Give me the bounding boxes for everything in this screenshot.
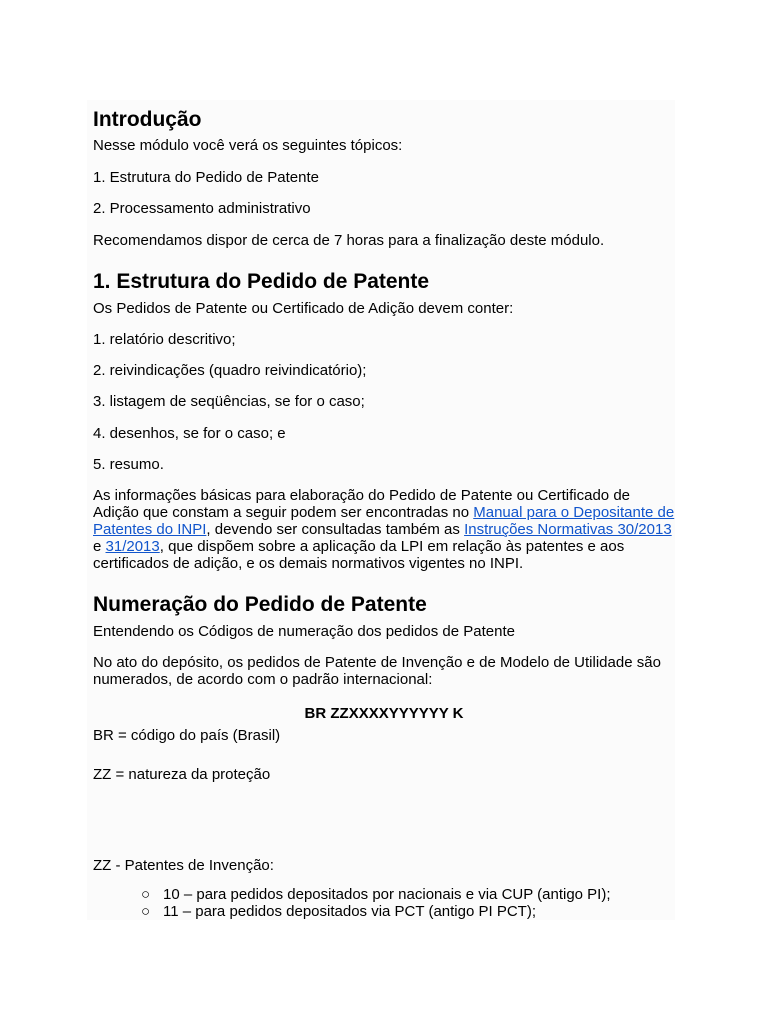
in-30-2013-link[interactable]: Instruções Normativas 30/2013 <box>464 521 672 538</box>
section1-heading: 1. Estrutura do Pedido de Patente <box>93 270 430 293</box>
section1-item-3: 3. listagem de seqüências, se for o caso; <box>93 393 365 410</box>
section1-item-1: 1. relatório descritivo; <box>93 331 236 348</box>
para-text-3: e <box>93 538 106 555</box>
section1-item-4: 4. desenhos, se for o caso; e <box>93 425 286 442</box>
numbering-lead: Entendendo os Códigos de numeração dos pedidos de Patente <box>93 623 515 640</box>
list-item-text: 11 – para pedidos depositados via PCT (antigo PI PCT); <box>163 903 536 920</box>
circle-bullet-icon: ○ <box>141 886 151 903</box>
zz-definition: ZZ = natureza da proteção <box>93 766 271 783</box>
para-text-1: As informações básicas para elaboração do Pedido de Patente ou Certificado de Adição que constam a seguir podem ser encontradas no <box>93 487 631 521</box>
br-definition: BR = código do país (Brasil) <box>93 727 281 744</box>
para-text-4: , que dispõem sobre a aplicação da LPI em relação às patentes e aos certificados de adição, e os demais normativos vigentes no INPI. <box>93 538 625 572</box>
zz-inventions-label: ZZ - Patentes de Invenção: <box>93 857 274 874</box>
list-item <box>93 886 611 903</box>
list-item-text: 10 – para pedidos depositados por nacionais e via CUP (antigo PI); <box>163 886 611 903</box>
zz-codes-list <box>93 886 611 920</box>
section1-lead: Os Pedidos de Patente ou Certificado de Adição devem conter: <box>93 300 514 317</box>
section1-paragraph <box>93 487 675 572</box>
intro-topic-1: 1. Estrutura do Pedido de Patente <box>93 169 319 186</box>
intro-heading: Introdução <box>93 108 202 131</box>
list-item <box>93 903 611 920</box>
numbering-heading: Numeração do Pedido de Patente <box>93 593 427 616</box>
section1-item-2: 2. reivindicações (quadro reivindicatório); <box>93 362 367 379</box>
circle-bullet-icon: ○ <box>141 903 151 920</box>
para-text-2: , devendo ser consultadas também as <box>206 521 465 538</box>
section1-item-5: 5. resumo. <box>93 456 164 473</box>
intro-subtitle: Nesse módulo você verá os seguintes tópicos: <box>93 137 403 154</box>
numbering-paragraph: No ato do depósito, os pedidos de Patente de Invenção e de Modelo de Utilidade são numerados, de acordo com o padrão internacional: <box>93 654 661 688</box>
manual-link[interactable]: Manual para o Depositante de Patentes do INPI <box>93 504 675 538</box>
in-31-2013-link[interactable]: 31/2013 <box>105 538 160 555</box>
patent-number-format: BR ZZXXXXYYYYYY K <box>304 705 464 722</box>
document-page <box>87 100 675 920</box>
intro-recommendation: Recomendamos dispor de cerca de 7 horas para a finalização deste módulo. <box>93 232 605 249</box>
intro-topic-2: 2. Processamento administrativo <box>93 200 311 217</box>
